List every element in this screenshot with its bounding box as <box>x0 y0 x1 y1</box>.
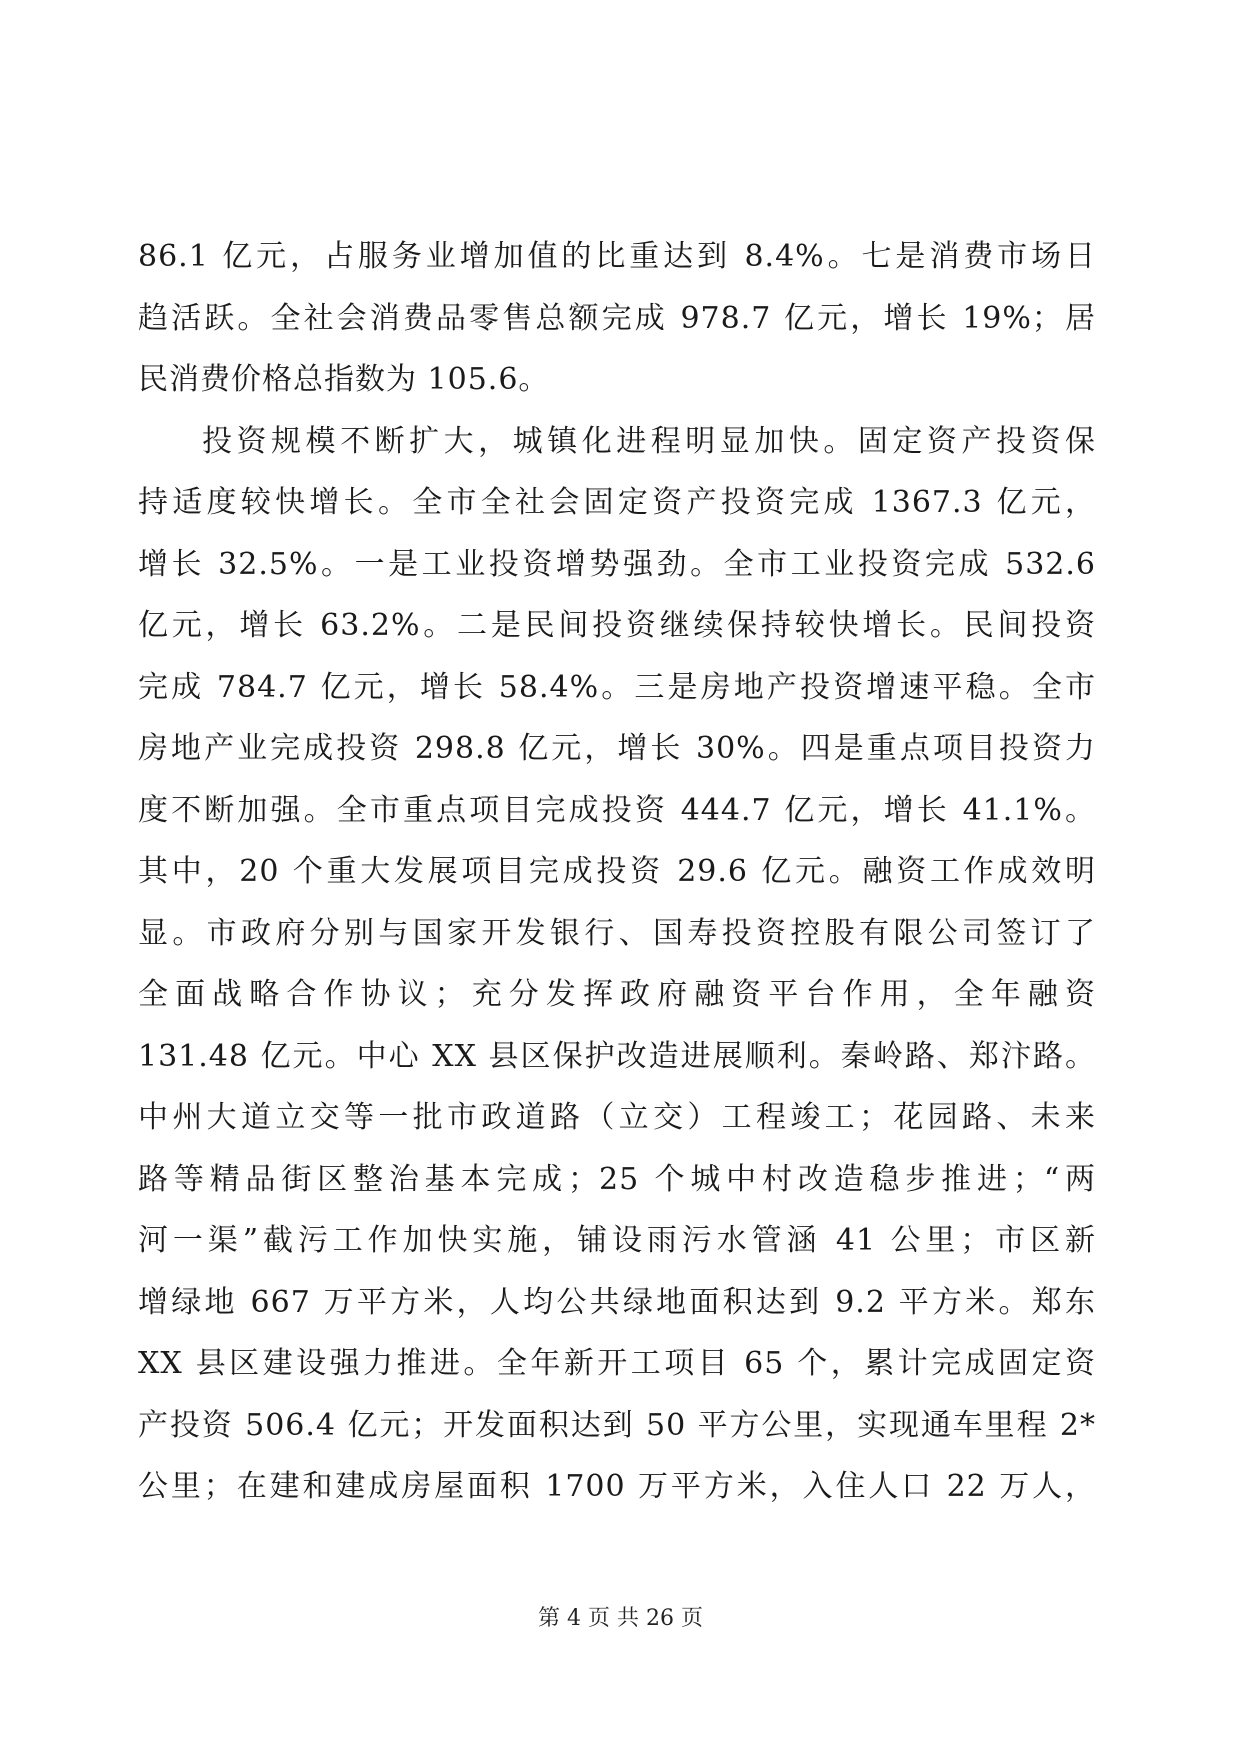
text-line: XX 县区建设强力推进。全年新开工项目 65 个，累计完成固定资 <box>138 1346 1096 1381</box>
text-line: 趋活跃。全社会消费品零售总额完成 978.7 亿元，增长 19%；居 <box>138 300 1096 336</box>
text-line: 131.48 亿元。中心 XX 县区保护改造进展顺利。秦岭路、郑汴路。 <box>138 1038 1096 1074</box>
text-line: 完成 784.7 亿元，增长 58.4%。三是房地产投资增速平稳。全市 <box>138 669 1096 705</box>
text-line: 房地产业完成投资 298.8 亿元，增长 30%。四是重点项目投资力 <box>138 731 1096 766</box>
text-line: 持适度较快增长。全市全社会固定资产投资完成 1367.3 亿元， <box>138 485 1096 520</box>
text-line: 增长 32.5%。一是工业投资增势强劲。全市工业投资完成 532.6 <box>138 546 1096 582</box>
page-footer <box>0 1604 1241 1634</box>
text-line: 河一渠”截污工作加快实施，铺设雨污水管涵 41 公里；市区新 <box>138 1223 1096 1258</box>
text-line: 亿元，增长 63.2%。二是民间投资继续保持较快增长。民间投资 <box>138 608 1096 643</box>
text-line: 86.1 亿元，占服务业增加值的比重达到 8.4%。七是消费市场日 <box>138 239 1096 274</box>
text-line: 度不断加强。全市重点项目完成投资 444.7 亿元，增长 41.1%。 <box>138 792 1096 828</box>
text-line: 路等精品街区整治基本完成；25 个城中村改造稳步推进；“两 <box>138 1161 1096 1197</box>
text-line: 显。市政府分别与国家开发银行、国寿投资控股有限公司签订了 <box>138 915 1096 951</box>
text-line: 中州大道立交等一批市政道路（立交）工程竣工；花园路、未来 <box>138 1100 1096 1135</box>
text-line: 民消费价格总指数为 105.6。 <box>138 362 550 397</box>
text-line: 增绿地 667 万平方米，人均公共绿地面积达到 9.2 平方米。郑东 <box>138 1284 1096 1320</box>
body-text <box>138 226 1096 1518</box>
text-line: 公里；在建和建成房屋面积 1700 万平方米，入住人口 22 万人， <box>138 1469 1096 1504</box>
page-number: 第 4 页 共 26 页 <box>538 1606 703 1631</box>
text-line: 全面战略合作协议；充分发挥政府融资平台作用，全年融资 <box>138 977 1096 1012</box>
text-line: 产投资 506.4 亿元；开发面积达到 50 平方公里，实现通车里程 2* <box>138 1407 1096 1443</box>
paragraph-first-line: 投资规模不断扩大，城镇化进程明显加快。固定资产投资保 <box>202 423 1096 459</box>
text-line: 其中，20 个重大发展项目完成投资 29.6 亿元。融资工作成效明 <box>138 854 1096 889</box>
